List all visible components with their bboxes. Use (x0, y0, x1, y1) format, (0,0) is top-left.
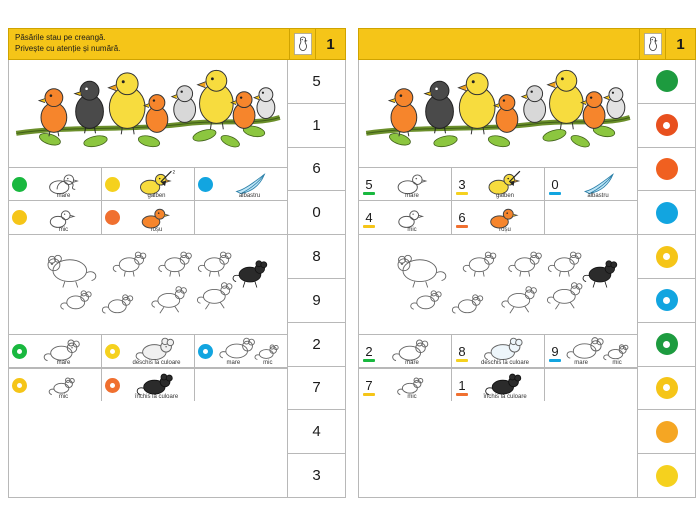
mouse-big-icon (29, 335, 98, 367)
legend-cell-galben-bird[interactable] (452, 168, 545, 200)
answer-underline (549, 359, 561, 362)
instruction-line-2: Privește cu atenție și numără. (15, 44, 121, 53)
answer-underline (363, 192, 375, 195)
color-dot (656, 158, 678, 180)
color-dot (656, 202, 678, 224)
answer-value: 5 (365, 176, 373, 192)
duck-arrow-icon (469, 168, 541, 200)
worksheet-main-left (9, 60, 287, 497)
worksheet-header-left (8, 28, 346, 60)
answer-cell[interactable]: 2 (288, 323, 345, 367)
answer-value: 2 (365, 343, 373, 359)
answer-underline (549, 192, 561, 195)
answer-underline (363, 359, 375, 362)
worksheet-right (358, 28, 696, 498)
answer-number (455, 177, 469, 192)
bird-stamp-icon (289, 29, 315, 59)
duck-outline-icon (376, 168, 448, 200)
answer-cell[interactable]: 5 (288, 60, 345, 104)
legend-cell-albastru-feather[interactable] (545, 168, 637, 200)
legend-label-mare: mare (574, 360, 588, 366)
answer-cell[interactable]: 3 (312, 467, 321, 485)
blue-ring-swatch (198, 344, 213, 359)
answer-cell[interactable] (638, 148, 695, 192)
birds-legend-row-2 (9, 201, 287, 234)
legend-label: galben (147, 193, 166, 199)
answer-cell[interactable] (638, 104, 695, 148)
page-number-left: 1 (315, 29, 345, 59)
mice-illustration (359, 235, 637, 335)
answer-cell[interactable] (638, 279, 695, 323)
answer-cell[interactable] (638, 235, 695, 279)
legend-cell-galben-bird[interactable] (102, 168, 195, 200)
yellow-swatch (105, 177, 120, 192)
legend-cell-deschis-mouse[interactable] (102, 335, 195, 367)
answer-number (362, 177, 376, 192)
answer-number (455, 378, 469, 393)
legend-cell-mare-bird[interactable] (9, 168, 102, 200)
legend-label: roșu (499, 227, 511, 233)
birds-legend-left (9, 168, 287, 235)
legend-label: mic (407, 227, 417, 233)
legend-label-mic: mic (263, 360, 273, 366)
birds-illustration (359, 60, 637, 168)
legend-label: deschis la culoare (132, 360, 181, 366)
orange-ring-swatch (105, 378, 120, 393)
color-dot (656, 377, 678, 399)
duck-outline-icon (29, 168, 98, 200)
legend-label: închis la culoare (134, 394, 179, 400)
mice-legend-left (9, 335, 287, 401)
legend-label: mare (405, 360, 419, 366)
legend-cell-empty (195, 369, 287, 401)
birds-illustration (9, 60, 287, 168)
answer-cell[interactable]: 0 (288, 191, 345, 235)
answer-underline (456, 192, 468, 195)
answer-number (455, 344, 469, 359)
answer-cell[interactable] (638, 454, 695, 497)
orange-swatch (105, 210, 120, 225)
answer-value: 1 (458, 377, 466, 393)
birds-legend-row-2 (359, 201, 637, 234)
answer-cell[interactable] (638, 410, 695, 454)
instructions-right (359, 29, 639, 59)
answer-number (362, 344, 376, 359)
worksheet-body-left (8, 60, 346, 498)
legend-cell-empty (545, 201, 637, 234)
legend-cell-mic-mouse[interactable] (359, 369, 452, 401)
worksheet-header-right (358, 28, 696, 60)
answer-number (362, 378, 376, 393)
legend-cell-inchis-mouse[interactable] (102, 369, 195, 401)
legend-label: galben (495, 193, 515, 199)
mice-legend-row-2 (359, 368, 637, 401)
legend-cell-empty (195, 201, 287, 234)
mice-legend-row-2 (9, 368, 287, 401)
bird-stamp-icon (639, 29, 665, 59)
answer-cell[interactable]: 8 (288, 235, 345, 279)
answer-value: 3 (458, 176, 466, 192)
birds-legend-row-1 (359, 168, 637, 201)
gold-ring-swatch (12, 378, 27, 393)
answer-cell[interactable] (638, 367, 695, 411)
legend-cell-mare-mouse[interactable] (359, 335, 452, 367)
color-dot (656, 421, 678, 443)
color-dot (656, 114, 678, 136)
legend-cell-mare-mouse[interactable] (9, 335, 102, 367)
answer-cell[interactable]: 4 (288, 410, 345, 454)
worksheet-left (8, 28, 346, 498)
legend-cell-deschis-mouse[interactable] (452, 335, 545, 367)
legend-cell-mic-bird[interactable] (359, 201, 452, 234)
yellow-ring-swatch (105, 344, 120, 359)
legend-cell-empty (545, 369, 637, 401)
legend-label-pair (562, 360, 634, 366)
mouse-light-icon (122, 335, 191, 367)
answer-cell[interactable] (638, 60, 695, 104)
answer-underline (363, 225, 375, 228)
green-ring-swatch (12, 344, 27, 359)
feather-icon (215, 168, 284, 200)
page-number-right: 1 (665, 29, 695, 59)
mice-illustration (9, 235, 287, 335)
mice-legend-right (359, 335, 637, 401)
legend-cell-mare-mic-mouse[interactable] (195, 335, 287, 367)
legend-cell-mare-bird[interactable] (359, 168, 452, 200)
instruction-line-1: Păsările stau pe creangă. (15, 33, 106, 43)
duck-arrow-icon (122, 168, 191, 200)
duck-red-icon (469, 201, 541, 234)
answer-underline (363, 393, 375, 396)
answer-number (455, 210, 469, 225)
answer-number (362, 210, 376, 225)
worksheet-main-right (359, 60, 637, 497)
answer-value: 7 (365, 377, 373, 393)
gold-swatch (12, 210, 27, 225)
legend-cell-mic-mouse[interactable] (9, 369, 102, 401)
answer-strip-right (637, 60, 695, 497)
answer-cell[interactable]: 7 (288, 367, 345, 411)
answer-cell[interactable]: 9 (288, 279, 345, 323)
birds-legend-right (359, 168, 637, 235)
birds-legend-row-1 (9, 168, 287, 201)
svg-text:2: 2 (172, 170, 176, 176)
legend-cell-mare-mic-mouse[interactable] (545, 335, 637, 367)
color-dot (656, 246, 678, 268)
mouse-dark-icon (469, 369, 541, 401)
mouse-dark-icon (122, 369, 191, 401)
legend-label: mic (407, 394, 417, 400)
answer-value: 8 (458, 343, 466, 359)
legend-label: roșu (150, 227, 163, 233)
legend-label-mic: mic (612, 360, 622, 366)
legend-cell-mic-bird[interactable] (9, 201, 102, 234)
feather-icon (562, 168, 634, 200)
duck-small-icon (376, 201, 448, 234)
legend-label: închis la culoare (483, 394, 527, 400)
color-dot (656, 289, 678, 311)
mouse-big-icon (376, 335, 448, 367)
mouse-small-icon (29, 369, 98, 401)
duck-small-icon (29, 201, 98, 234)
legend-cell-albastru-feather[interactable] (195, 168, 287, 200)
mouse-pair-icon (562, 335, 634, 367)
blue-swatch (198, 177, 213, 192)
legend-label: albastru (587, 193, 609, 199)
legend-label: mic (58, 394, 69, 400)
color-dot (656, 465, 678, 487)
legend-cell-rosu-bird[interactable] (452, 201, 545, 234)
mouse-pair-icon (215, 335, 284, 367)
answer-number (548, 344, 562, 359)
legend-label-pair (215, 360, 284, 366)
legend-label: deschis la culoare (480, 360, 530, 366)
answer-value: 6 (458, 210, 466, 225)
answer-cell[interactable]: 6 (288, 148, 345, 192)
answer-value: 9 (551, 343, 559, 359)
answer-underline (456, 393, 468, 396)
color-dot (656, 333, 678, 355)
legend-label: mic (58, 227, 69, 233)
legend-cell-rosu-bird[interactable] (102, 201, 195, 234)
answer-underline (456, 359, 468, 362)
worksheet-body-right (358, 60, 696, 498)
answer-value: 0 (551, 176, 559, 192)
duck-red-icon (122, 201, 191, 234)
legend-cell-inchis-mouse[interactable] (452, 369, 545, 401)
instructions-left (9, 29, 289, 59)
answer-cell[interactable] (638, 323, 695, 367)
mouse-small-icon (376, 369, 448, 401)
mouse-light-icon (469, 335, 541, 367)
answer-number (548, 177, 562, 192)
green-swatch (12, 177, 27, 192)
legend-label-mare: mare (226, 360, 241, 366)
legend-label: mare (56, 360, 71, 366)
answer-value: 4 (365, 210, 373, 225)
legend-label: albastru (238, 193, 261, 199)
mice-legend-row-1 (359, 335, 637, 368)
answer-cell[interactable] (638, 191, 695, 235)
legend-label: mare (405, 193, 419, 199)
answer-cell[interactable]: 1 (288, 104, 345, 148)
mice-legend-row-1 (9, 335, 287, 368)
answer-strip-left (287, 60, 345, 497)
color-dot (656, 70, 678, 92)
legend-label: mare (56, 193, 71, 199)
answer-underline (456, 225, 468, 228)
